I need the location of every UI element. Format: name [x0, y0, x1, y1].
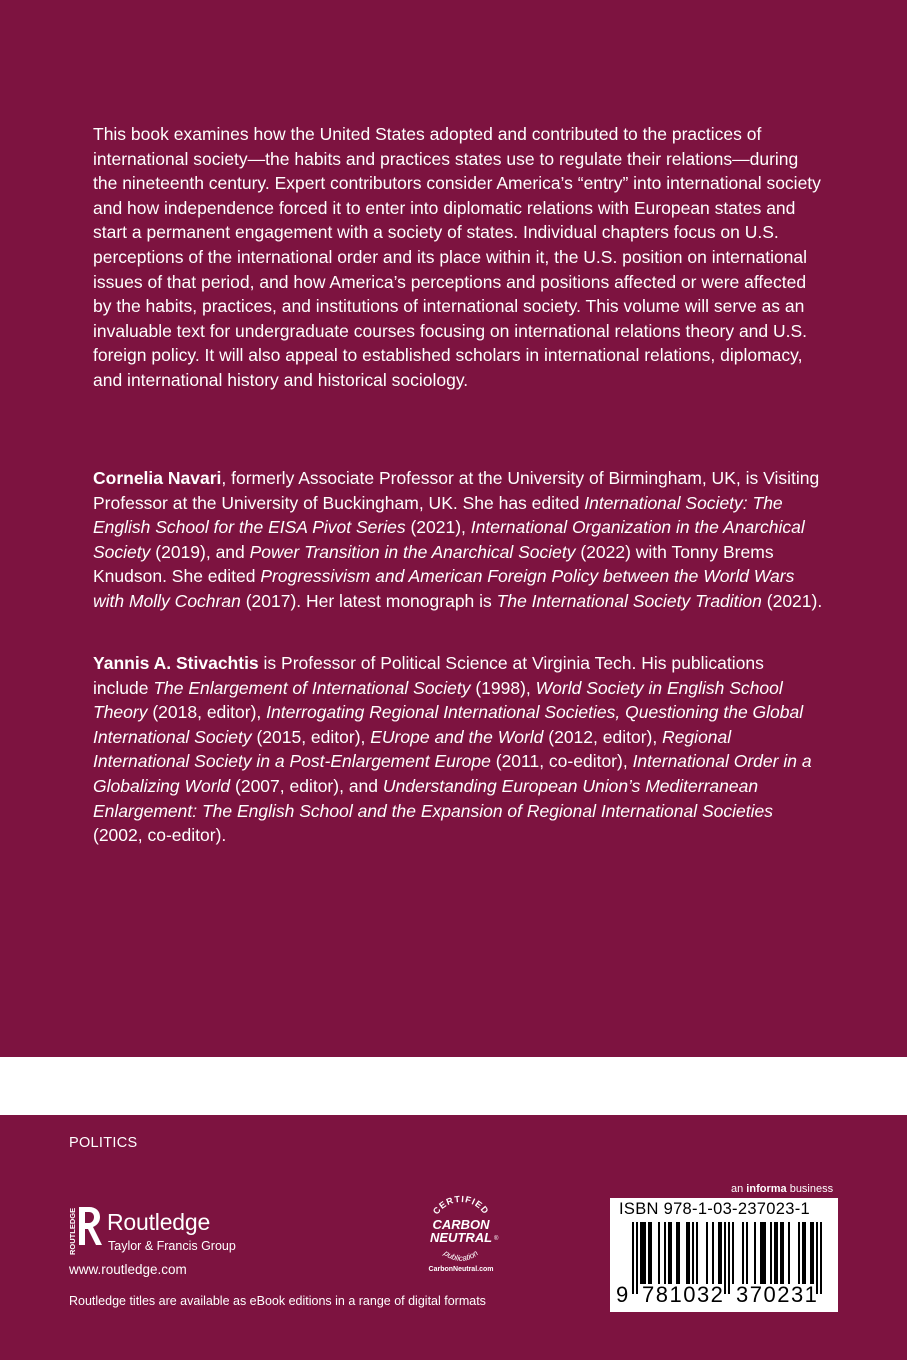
- isbn-label: ISBN 978-1-03-237023-1: [619, 1200, 810, 1218]
- barcode-bar: [782, 1222, 784, 1284]
- barcode-bar: [820, 1222, 822, 1294]
- publisher-group: Taylor & Francis Group: [108, 1239, 236, 1253]
- author-name: Cornelia Navari: [93, 468, 222, 488]
- barcode-bar: [732, 1222, 734, 1284]
- barcode-bar: [804, 1222, 806, 1284]
- barcode-bar: [742, 1222, 744, 1284]
- carbon-publication-text: publication: [442, 1248, 480, 1263]
- publisher-name: Routledge: [107, 1209, 211, 1235]
- barcode-bar: [802, 1222, 804, 1284]
- book-title: Understanding European Union’s Mediterranean Enlargement: The English School and the Expansion of Regional International Societies: [93, 775, 774, 821]
- barcode-bar: [720, 1222, 722, 1284]
- barcode-bar: [668, 1222, 670, 1284]
- barcode-bar: [696, 1222, 698, 1284]
- book-title: International Society: The English School for the EISA Pivot Series: [93, 492, 783, 538]
- book-description: This book examines how the United States adopted and contributed to the practices of international society—the habits and practices states use to regulate their relations—during the nineteenth century. Expert contributors consider America’s “entry” into international society and how independence forced it to enter into diplomatic relations with European states and start a permanent engagement with a society of states. Individual chapters focus on U.S. perceptions of the international order and its place within it, the U.S. position on international issues of that period, and how America’s perceptions and positions affected or were affected by the habits, practices, and institutions of international society. This volume will serve as an invaluable text for undergraduate courses focusing on international relations theory and U.S. foreign policy. It will also appeal to established scholars in international relations, diplomacy, and international history and historical sociology.: [93, 124, 821, 390]
- barcode-bar: [776, 1222, 778, 1284]
- carbon-line1-text: CARBON: [432, 1217, 490, 1232]
- routledge-logo: [66, 1205, 256, 1260]
- barcode-bar: [746, 1222, 748, 1284]
- ean-digit-group: 370231: [736, 1282, 819, 1307]
- subject-category: POLITICS: [69, 1135, 138, 1151]
- book-title: International Order in a Globalizing World: [93, 751, 812, 796]
- author-name: Yannis A. Stivachtis: [93, 653, 259, 673]
- carbon-neutral-icon: [416, 1190, 506, 1270]
- book-title: Interrogating Regional International Societies, Questioning the Global International Society: [93, 702, 804, 747]
- book-title: Regional International Society in a Post-Enlargement Europe: [93, 726, 732, 772]
- barcode-bar: [706, 1222, 708, 1284]
- barcode-bar: [678, 1222, 680, 1284]
- barcode-bar: [658, 1222, 660, 1284]
- book-title: The International Society Tradition: [496, 590, 762, 611]
- barcode-bar: [648, 1222, 650, 1284]
- barcode-bar: [764, 1222, 766, 1284]
- barcode-bar: [636, 1222, 638, 1294]
- informa-tagline: an informa business: [731, 1183, 834, 1195]
- book-title: The Enlargement of International Society: [153, 677, 471, 698]
- barcode-bar: [712, 1222, 714, 1284]
- ean-digit-group: 781032: [642, 1282, 725, 1307]
- editor-bio-navari: Cornelia Navari, formerly Associate Professor at the University of Birmingham, UK, is Visiting Professor at the University of Buckingham, UK. She has edited International Society: The English School for the EISA Pivot Series (2021), International Organization in the Anarchical Society (2019), and Power Transition in the Anarchical Society (2022) with Tonny Brems Knudson. She edited Progressivism and American Foreign Policy between the World Wars with Molly Cochran (2017). Her latest monograph is The International Society Tradition (2021).: [93, 468, 823, 611]
- barcode-bar: [642, 1222, 644, 1284]
- ean-digit-group: 9: [616, 1282, 630, 1307]
- barcode-bar: [754, 1222, 756, 1284]
- barcode-bar: [780, 1222, 782, 1284]
- publisher-website: www.routledge.com: [69, 1262, 187, 1277]
- svg-text:publication: [441, 1248, 480, 1263]
- barcode-bar: [788, 1222, 790, 1284]
- routledge-vertical-wordmark: ROUTLEDGE: [68, 1207, 77, 1255]
- ebook-note: Routledge titles are available as eBook editions in a range of digital formats: [69, 1294, 486, 1308]
- carbon-neutral-url: CarbonNeutral.com: [428, 1266, 494, 1273]
- svg-text:CERTIFIED: [431, 1194, 491, 1216]
- barcode-bar: [686, 1222, 688, 1284]
- barcode-bar: [664, 1222, 666, 1284]
- barcode-bar: [676, 1222, 678, 1284]
- carbon-registered-mark: ®: [494, 1236, 499, 1242]
- isbn-barcode: [610, 1198, 838, 1312]
- carbon-neutral-seal: [416, 1190, 506, 1280]
- barcode-bar: [692, 1222, 694, 1284]
- barcode-bar: [810, 1222, 812, 1284]
- book-title: World Society in English School Theory: [93, 677, 783, 723]
- carbon-certified-text: CERTIFIED: [430, 1193, 492, 1217]
- barcode-bar: [770, 1222, 772, 1284]
- barcode-bar: [812, 1222, 814, 1284]
- editor-bio-stivachtis: Yannis A. Stivachtis is Professor of Political Science at Virginia Tech. His publications include The Enlargement of International Society (1998), World Society in English School Theory (2018, editor), Interrogating Regional International Societies, Questioning the Global International Society (2015, editor), EUrope and the World (2012, editor), Regional International Society in a Post-Enlargement Europe (2011, co-editor), International Order in a Globalizing World (2007, editor), and Understanding European Union’s Mediterranean Enlargement: The English School and the Expansion of Regional International Societies (2002, co-editor).: [93, 653, 812, 846]
- barcode-bar: [632, 1222, 634, 1294]
- barcode-bar: [760, 1222, 762, 1284]
- book-title: EUrope and the World: [370, 726, 544, 747]
- book-title: Progressivism and American Foreign Policy between the World Wars with Molly Cochran: [93, 566, 795, 611]
- barcode-bar: [640, 1222, 642, 1284]
- barcode-bar: [650, 1222, 652, 1284]
- barcode-bar: [762, 1222, 764, 1284]
- barcode-bar: [718, 1222, 720, 1284]
- white-divider-stripe: [0, 1057, 907, 1115]
- routledge-r-icon: [66, 1205, 102, 1257]
- barcode-bar: [670, 1222, 672, 1284]
- book-title: Power Transition in the Anarchical Society: [249, 541, 576, 562]
- barcode-bar: [774, 1222, 776, 1284]
- book-title: International Organization in the Anarchical Society: [93, 517, 805, 562]
- carbon-line2-text: NEUTRAL: [429, 1230, 493, 1245]
- barcode-bar: [728, 1222, 730, 1294]
- barcode-bar: [688, 1222, 690, 1284]
- barcode-bar: [798, 1222, 800, 1284]
- barcode-bar: [644, 1222, 646, 1284]
